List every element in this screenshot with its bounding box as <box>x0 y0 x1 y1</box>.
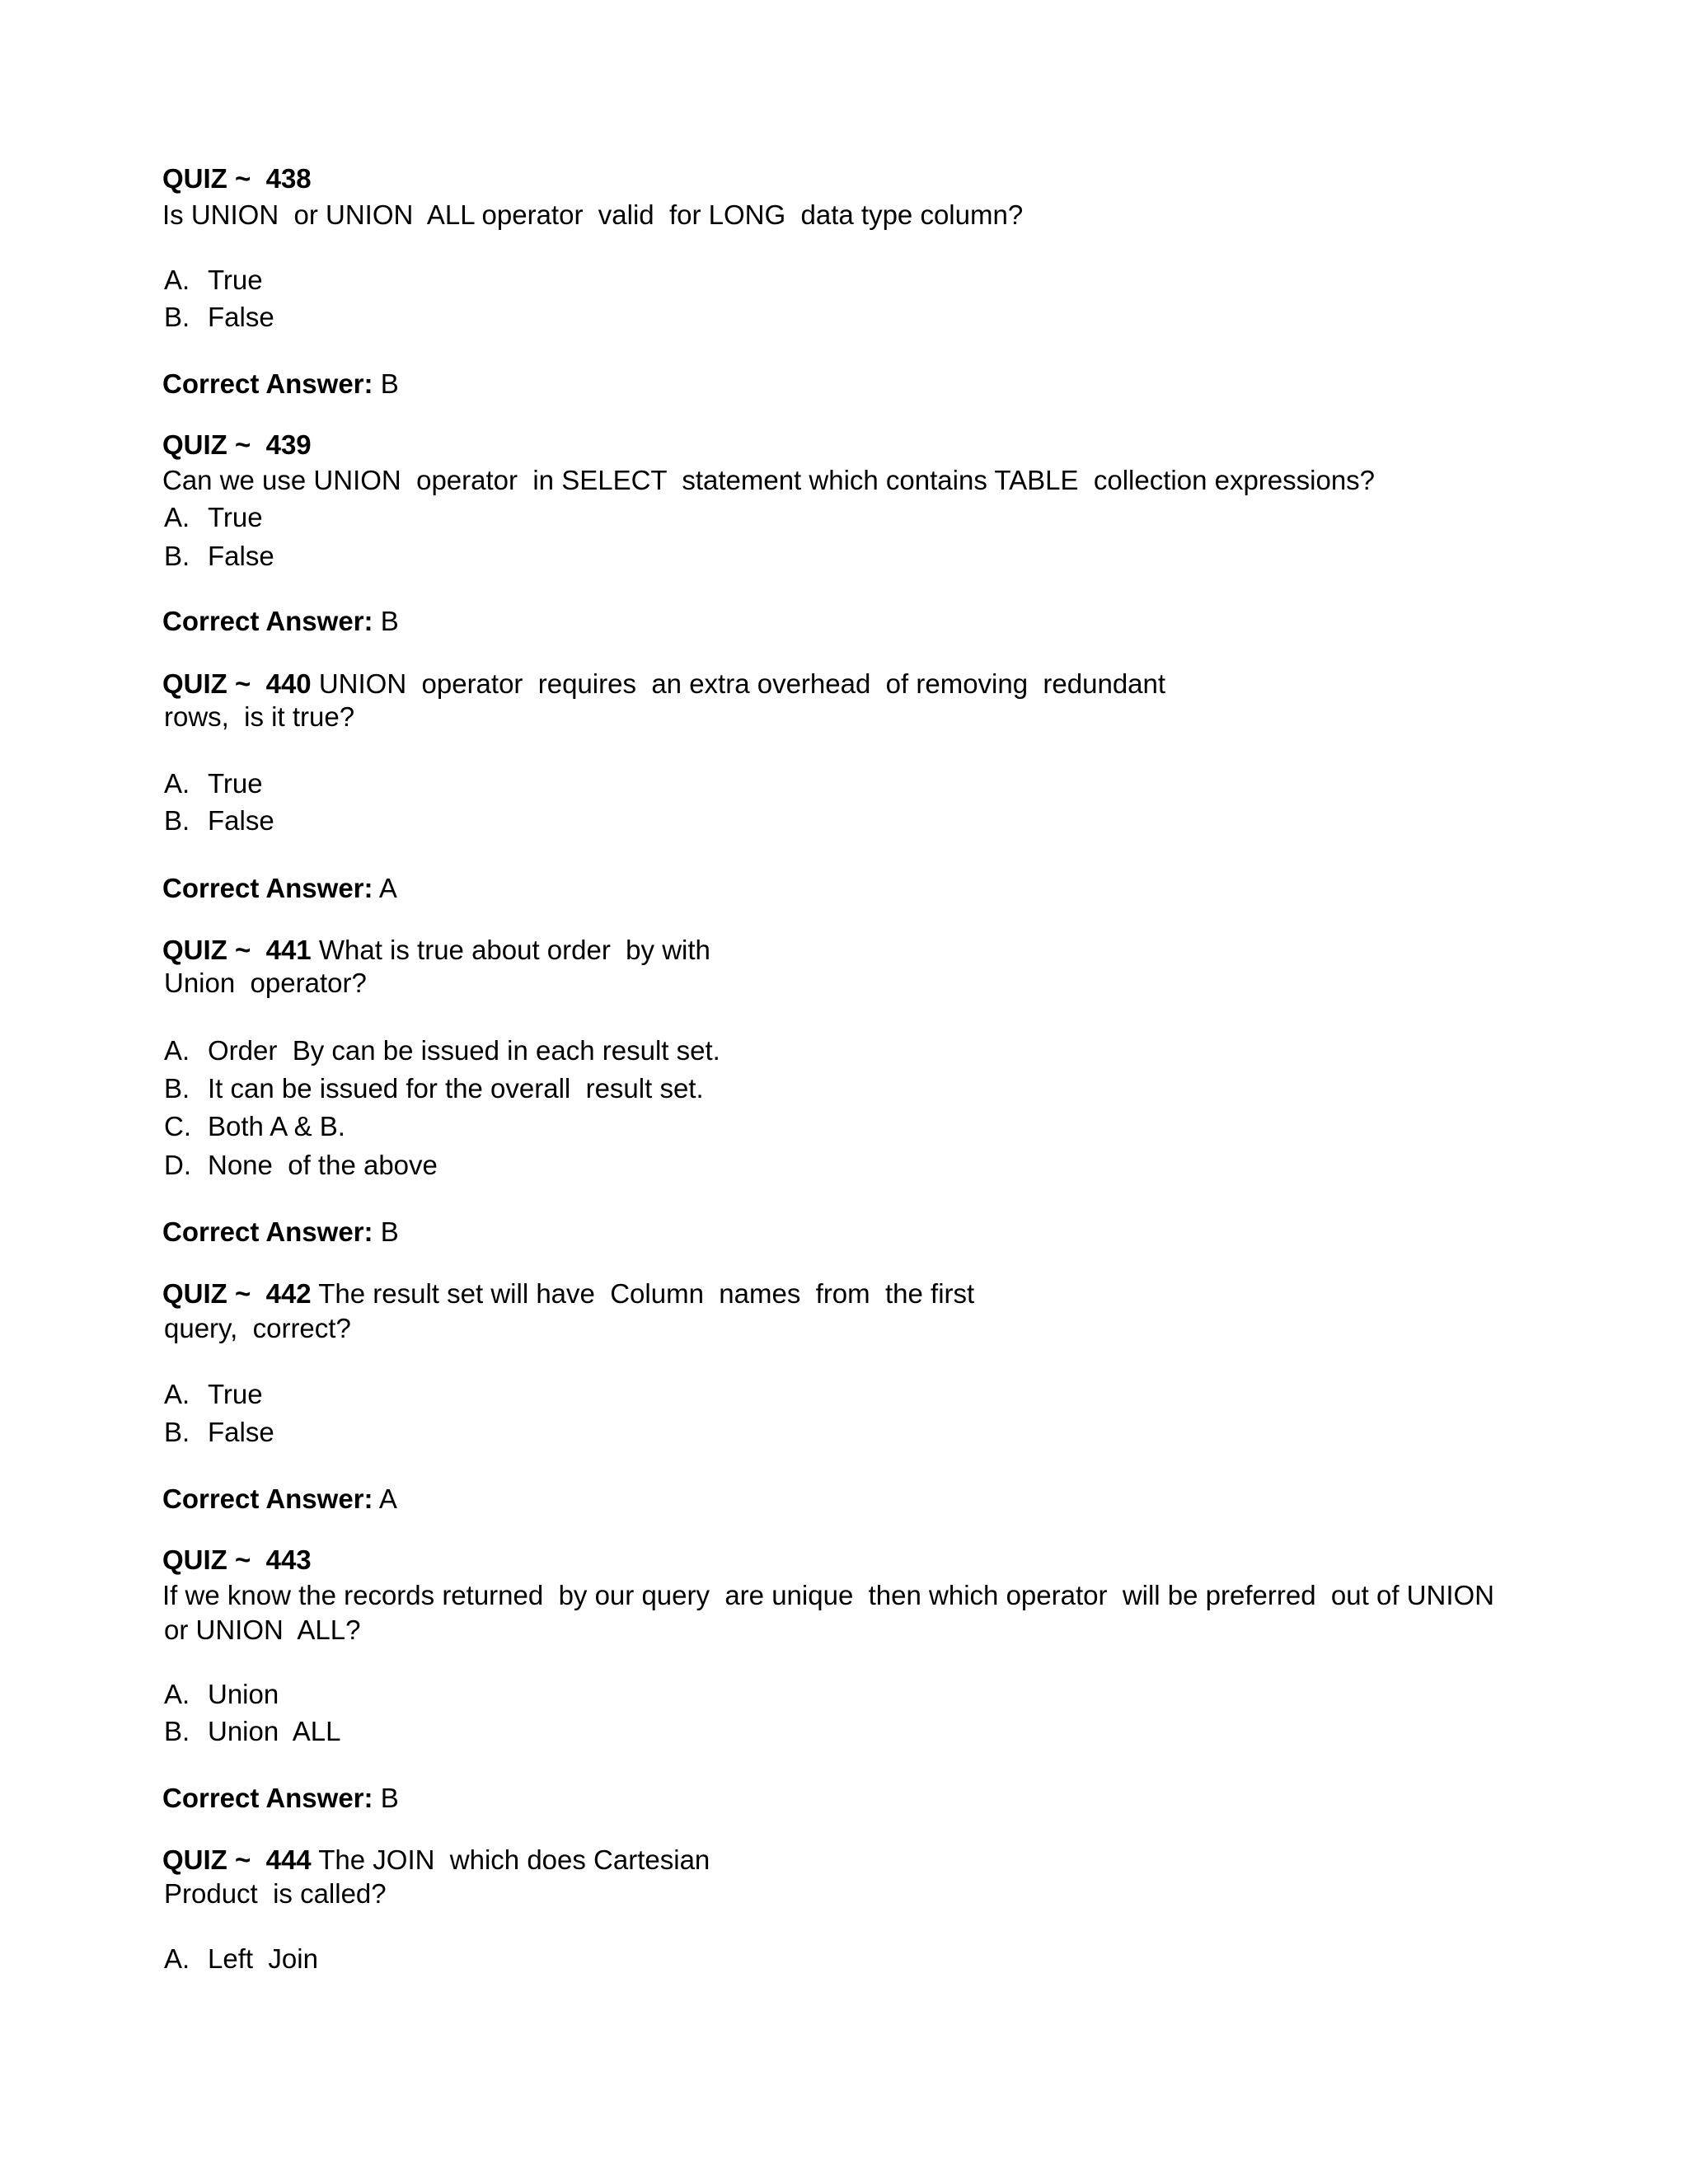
option-letter: B. <box>164 541 190 571</box>
quiz-heading <box>162 1844 710 1877</box>
quiz-title: QUIZ ~ 439 <box>162 429 312 460</box>
quiz-question: If we know the records returned by our query are unique then which operator will be preferred out of UNION <box>162 1580 1494 1610</box>
correct-answer-label: Correct Answer: <box>162 368 373 399</box>
option-text: True <box>208 768 263 799</box>
correct-answer <box>162 1216 399 1249</box>
correct-answer <box>162 605 399 638</box>
option-letter: D. <box>164 1150 191 1180</box>
correct-answer <box>162 1483 397 1516</box>
option-text: True <box>208 1379 263 1409</box>
quiz-title: QUIZ ~ 441 <box>162 935 312 965</box>
option-text: False <box>208 805 274 836</box>
option-text: Order By can be issued in each result set. <box>208 1035 720 1066</box>
option-text: Union ALL <box>208 1716 341 1746</box>
option-text: Left Join <box>208 1943 318 1974</box>
correct-answer-label: Correct Answer: <box>162 1783 373 1813</box>
option-text: True <box>208 265 263 295</box>
option-text: Union <box>208 1679 279 1709</box>
quiz-option <box>164 1715 340 1748</box>
option-letter: A. <box>164 1943 190 1974</box>
option-letter: A. <box>164 1035 190 1066</box>
quiz-question: The JOIN which does Cartesian <box>311 1844 710 1875</box>
quiz-option <box>164 1943 318 1975</box>
option-letter: A. <box>164 1379 190 1409</box>
quiz-question: UNION operator requires an extra overhead of removing redundant <box>311 668 1166 699</box>
option-text: It can be issued for the overall result set. <box>208 1073 704 1104</box>
correct-answer <box>162 872 397 905</box>
correct-answer-value: A <box>378 873 397 903</box>
correct-answer-value: B <box>380 368 399 399</box>
quiz-title: QUIZ ~ 442 <box>162 1278 312 1309</box>
option-letter: B. <box>164 1417 190 1447</box>
quiz-option <box>164 804 274 837</box>
correct-answer-value: B <box>380 1216 399 1247</box>
correct-answer <box>162 1782 399 1815</box>
quiz-option <box>164 767 263 800</box>
option-letter: A. <box>164 265 190 295</box>
quiz-question: What is true about order by with <box>311 935 710 965</box>
option-text: None of the above <box>208 1150 438 1180</box>
correct-answer-label: Correct Answer: <box>162 873 373 903</box>
option-letter: B. <box>164 805 190 836</box>
quiz-question-continued: rows, is it true? <box>164 701 355 732</box>
option-letter: B. <box>164 302 190 332</box>
correct-answer-value: B <box>380 1783 399 1813</box>
quiz-option <box>164 1110 345 1143</box>
quiz-option <box>164 1034 720 1067</box>
quiz-heading <box>162 934 710 967</box>
correct-answer <box>162 368 399 401</box>
option-text: False <box>208 541 274 571</box>
option-text: Both A & B. <box>208 1111 345 1141</box>
correct-answer-value: B <box>380 606 399 636</box>
quiz-option <box>164 1149 438 1182</box>
quiz-question: Is UNION or UNION ALL operator valid for LONG data type column? <box>162 199 1024 230</box>
correct-answer-label: Correct Answer: <box>162 1483 373 1514</box>
option-text: False <box>208 302 274 332</box>
option-letter: A. <box>164 1679 190 1709</box>
quiz-option <box>164 301 274 334</box>
quiz-title: QUIZ ~ 440 <box>162 668 312 699</box>
correct-answer-label: Correct Answer: <box>162 606 373 636</box>
quiz-option <box>164 540 274 573</box>
quiz-option <box>164 501 263 534</box>
option-letter: A. <box>164 502 190 532</box>
quiz-question: Can we use UNION operator in SELECT statement which contains TABLE collection expressions? <box>162 465 1376 495</box>
option-letter: B. <box>164 1073 190 1104</box>
quiz-question-continued: or UNION ALL? <box>164 1615 361 1645</box>
option-letter: A. <box>164 768 190 799</box>
quiz-heading <box>162 1277 974 1310</box>
quiz-title: QUIZ ~ 443 <box>162 1544 312 1575</box>
option-text: True <box>208 502 263 532</box>
correct-answer-label: Correct Answer: <box>162 1216 373 1247</box>
quiz-question-continued: query, correct? <box>164 1313 351 1343</box>
quiz-title: QUIZ ~ 444 <box>162 1844 312 1875</box>
quiz-option <box>164 1072 704 1105</box>
quiz-option <box>164 1416 274 1449</box>
quiz-title: QUIZ ~ 438 <box>162 163 312 194</box>
option-text: False <box>208 1417 274 1447</box>
quiz-question-continued: Union operator? <box>164 968 367 998</box>
option-letter: C. <box>164 1111 191 1141</box>
quiz-question-continued: Product is called? <box>164 1878 387 1909</box>
quiz-heading <box>162 668 1165 701</box>
quiz-option <box>164 264 263 297</box>
quiz-question: The result set will have Column names from the first <box>311 1278 975 1309</box>
correct-answer-value: A <box>378 1483 397 1514</box>
quiz-option <box>164 1678 279 1711</box>
quiz-option <box>164 1378 263 1411</box>
option-letter: B. <box>164 1716 190 1746</box>
